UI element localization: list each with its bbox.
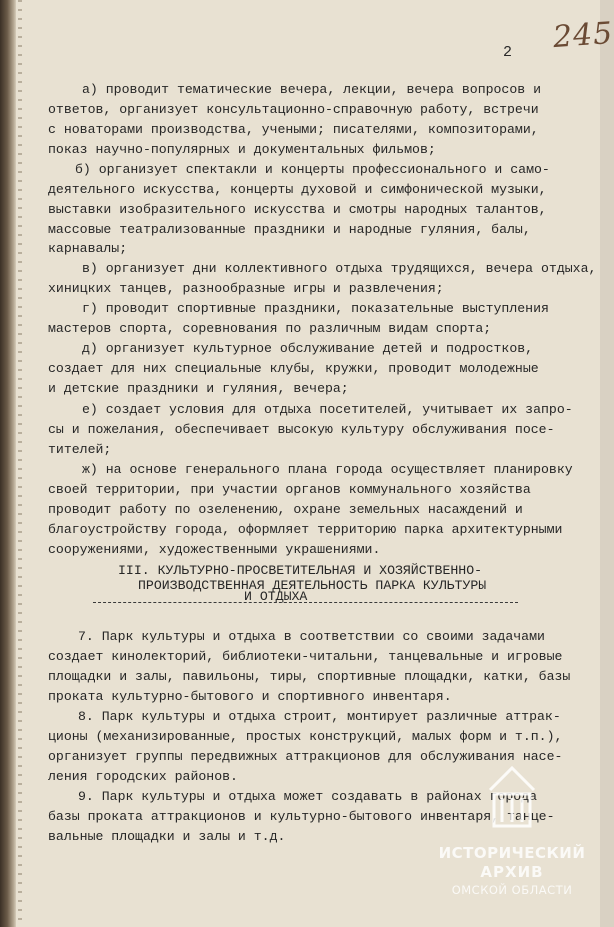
text-line: г) проводит спортивные праздники, показательные выступления	[82, 301, 549, 316]
text-line: хиницких танцев, разнообразные игры и развлечения;	[48, 281, 444, 296]
watermark-line-3: ОМСКОЙ ОБЛАСТИ	[451, 883, 573, 897]
section-heading-line: И ОТДЫХА	[244, 589, 308, 604]
text-line: создает для них специальные клубы, кружки, проводит молодежные	[48, 361, 539, 376]
archive-watermark	[432, 760, 592, 900]
archive-sheet-number: 245	[551, 15, 614, 56]
section-heading-line: III. КУЛЬТУРНО-ПРОСВЕТИТЕЛЬНАЯ И ХОЗЯЙСТВЕННО-	[118, 563, 483, 578]
text-line: 9. Парк культуры и отдыха может создавать в районах города	[78, 789, 537, 804]
watermark-line-2: АРХИВ	[480, 863, 544, 881]
text-line: а) проводит тематические вечера, лекции, вечера вопросов и	[82, 82, 541, 97]
text-line: проката культурно-бытового и спортивного инвентаря.	[48, 689, 452, 704]
text-line: 8. Парк культуры и отдыха строит, монтирует различные аттрак-	[78, 709, 561, 724]
text-line: е) создает условия для отдыха посетителей, учитывает их запро-	[82, 402, 573, 417]
text-line: д) организует культурное обслуживание детей и подростков,	[82, 341, 534, 356]
text-line: мастеров спорта, соревнования по различным видам спорта;	[48, 321, 492, 336]
text-line: показ научно-популярных и документальных фильмов;	[48, 142, 436, 157]
text-line: своей территории, при участии органов коммунального хозяйства	[48, 482, 531, 497]
text-line: ответов, организует консультационно-справочную работу, встречи	[48, 102, 539, 117]
text-line: ления городских районов.	[48, 769, 238, 784]
text-line: и детские праздники и гуляния, вечера;	[48, 381, 349, 396]
text-line: массовые театрализованные праздники и народные гуляния, балы,	[48, 222, 531, 237]
text-line: площадки и залы, павильоны, тиры, спортивные площадки, катки, базы	[48, 669, 571, 684]
text-line: карнавалы;	[48, 241, 128, 256]
text-line: тителей;	[48, 442, 112, 457]
text-line: в) организует дни коллективного отдыха трудящихся, вечера отдыха,	[82, 261, 597, 276]
text-line: выставки изобразительного искусства и смотры народных талантов,	[48, 202, 547, 217]
text-line: проводит работу по озеленению, охране земельных насаждений и	[48, 502, 523, 517]
text-line: деятельного искусства, концерты духовой и симфонической музыки,	[48, 182, 547, 197]
text-line: б) организует спектакли и концерты профессионального и само-	[75, 162, 550, 177]
section-heading-line: ПРОИЗВОДСТВЕННАЯ ДЕЯТЕЛЬНОСТЬ ПАРКА КУЛЬТУРЫ	[138, 578, 487, 593]
text-line: 7. Парк культуры и отдыха в соответствии со своими задачами	[78, 629, 545, 644]
archive-building-icon	[480, 760, 544, 832]
text-line: создает кинолекторий, библиотеки-читальни, танцевальные и игровые	[48, 649, 563, 664]
text-line: организует группы передвижных аттракционов для обслуживания насе-	[48, 749, 563, 764]
text-line: вальные площадки и залы и т.д.	[48, 829, 286, 844]
text-line: ж) на основе генерального плана города осуществляет планировку	[82, 462, 573, 477]
text-line: благоустройству города, оформляет территорию парка архитектурными	[48, 522, 563, 537]
text-line: сы и пожелания, обеспечивает высокую культуру обслуживания посе-	[48, 422, 555, 437]
watermark-line-1: ИСТОРИЧЕСКИЙ	[438, 844, 586, 862]
text-line: ционы (механизированные, простых конструкций, малых форм и т.п.),	[48, 729, 563, 744]
text-line: сооружениями, художественными украшениями.	[48, 542, 381, 557]
page-number: 2	[503, 44, 513, 61]
text-line: базы проката аттракционов и культурно-бытового инвентаря, танце-	[48, 809, 555, 824]
section-divider	[93, 602, 518, 603]
text-line: с новаторами производства, учеными; писателями, композиторами,	[48, 122, 539, 137]
